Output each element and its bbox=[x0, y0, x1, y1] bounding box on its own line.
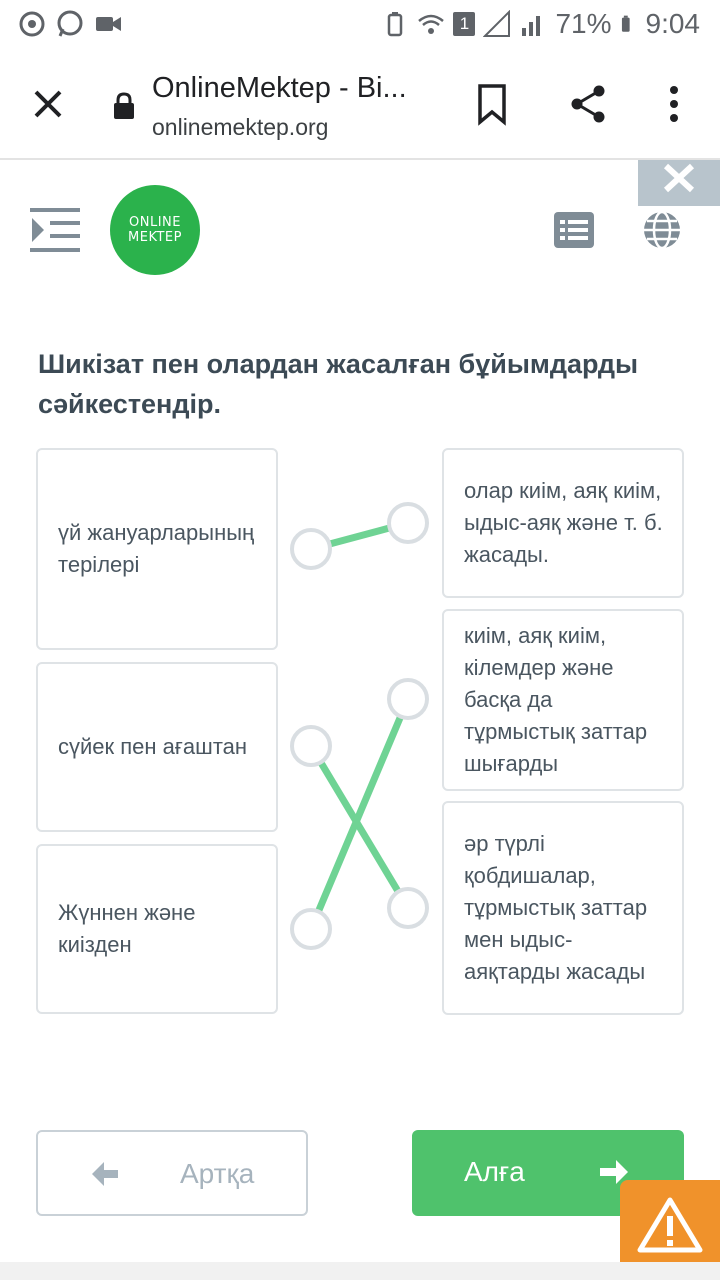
share-icon[interactable] bbox=[566, 82, 610, 126]
right-connector-handle[interactable] bbox=[389, 504, 427, 542]
right-item-text: киім, аяқ киім, кілемдер және басқа да тұрмыстық заттар шығарды bbox=[464, 623, 648, 776]
right-item-card[interactable] bbox=[442, 448, 684, 598]
logo-line-1: ONLINE bbox=[129, 215, 181, 230]
language-globe-icon[interactable] bbox=[642, 210, 682, 250]
browser-toolbar bbox=[0, 52, 720, 160]
match-line bbox=[311, 746, 408, 908]
left-item-card[interactable] bbox=[36, 844, 278, 1014]
close-tab-icon[interactable] bbox=[26, 82, 70, 126]
signal-bars-icon bbox=[519, 10, 547, 38]
left-connector-handle[interactable] bbox=[292, 530, 330, 568]
right-item-card[interactable] bbox=[442, 609, 684, 791]
battery-icon bbox=[620, 10, 638, 38]
left-item-text: үй жануарларының терілері bbox=[58, 520, 255, 577]
more-menu-icon[interactable] bbox=[660, 82, 688, 126]
menu-toggle-icon[interactable] bbox=[30, 206, 82, 254]
left-connector-handle[interactable] bbox=[292, 727, 330, 765]
battery-percent: 71% bbox=[555, 8, 612, 39]
question-text: Шикізат пен олардан жасалған бұйымдарды сәйкестендір. bbox=[38, 349, 639, 419]
wifi-icon bbox=[417, 10, 445, 38]
left-item-card[interactable] bbox=[36, 448, 278, 650]
right-item-card[interactable] bbox=[442, 801, 684, 1015]
back-button[interactable] bbox=[36, 1130, 308, 1216]
right-item-text: олар киім, аяқ киім, ыдыс-аяқ және т. б. жасады. bbox=[464, 478, 663, 567]
back-button-label: Артқа bbox=[180, 1158, 255, 1189]
left-item-text: сүйек пен ағаштан bbox=[58, 734, 248, 759]
sim-badge: 1 bbox=[453, 12, 475, 36]
match-connections bbox=[280, 490, 440, 960]
page-url[interactable]: onlinemektep.org bbox=[152, 114, 329, 140]
right-connector-handle[interactable] bbox=[389, 889, 427, 927]
next-button-label: Алға bbox=[464, 1156, 525, 1187]
left-item-text: Жүннен және киізден bbox=[58, 900, 196, 957]
chrome-icon bbox=[18, 10, 46, 38]
video-camera-icon bbox=[94, 10, 122, 38]
right-item-text: әр түрлі қобдишалар, тұрмыстық заттар мен ыдыс-аяқтарды жасады bbox=[464, 831, 648, 984]
signal-icon bbox=[483, 10, 511, 38]
right-connector-handle[interactable] bbox=[389, 680, 427, 718]
task-list-icon[interactable] bbox=[554, 212, 594, 248]
battery-saver-icon bbox=[381, 10, 409, 38]
bottom-edge bbox=[0, 1262, 720, 1280]
lock-icon bbox=[112, 92, 136, 120]
close-panel-button[interactable] bbox=[638, 160, 720, 206]
status-bar bbox=[0, 0, 720, 52]
left-item-card[interactable] bbox=[36, 662, 278, 832]
onlinemektep-logo[interactable] bbox=[110, 185, 200, 275]
logo-line-2: MEKTEP bbox=[128, 230, 182, 245]
clock: 9:04 bbox=[645, 8, 700, 39]
left-connector-handle[interactable] bbox=[292, 910, 330, 948]
arrow-left-icon bbox=[90, 1160, 120, 1188]
whatsapp-icon bbox=[56, 10, 84, 38]
bookmark-icon[interactable] bbox=[474, 82, 510, 126]
close-icon bbox=[638, 160, 720, 206]
page-title[interactable]: OnlineMektep - Bi... bbox=[152, 72, 407, 104]
